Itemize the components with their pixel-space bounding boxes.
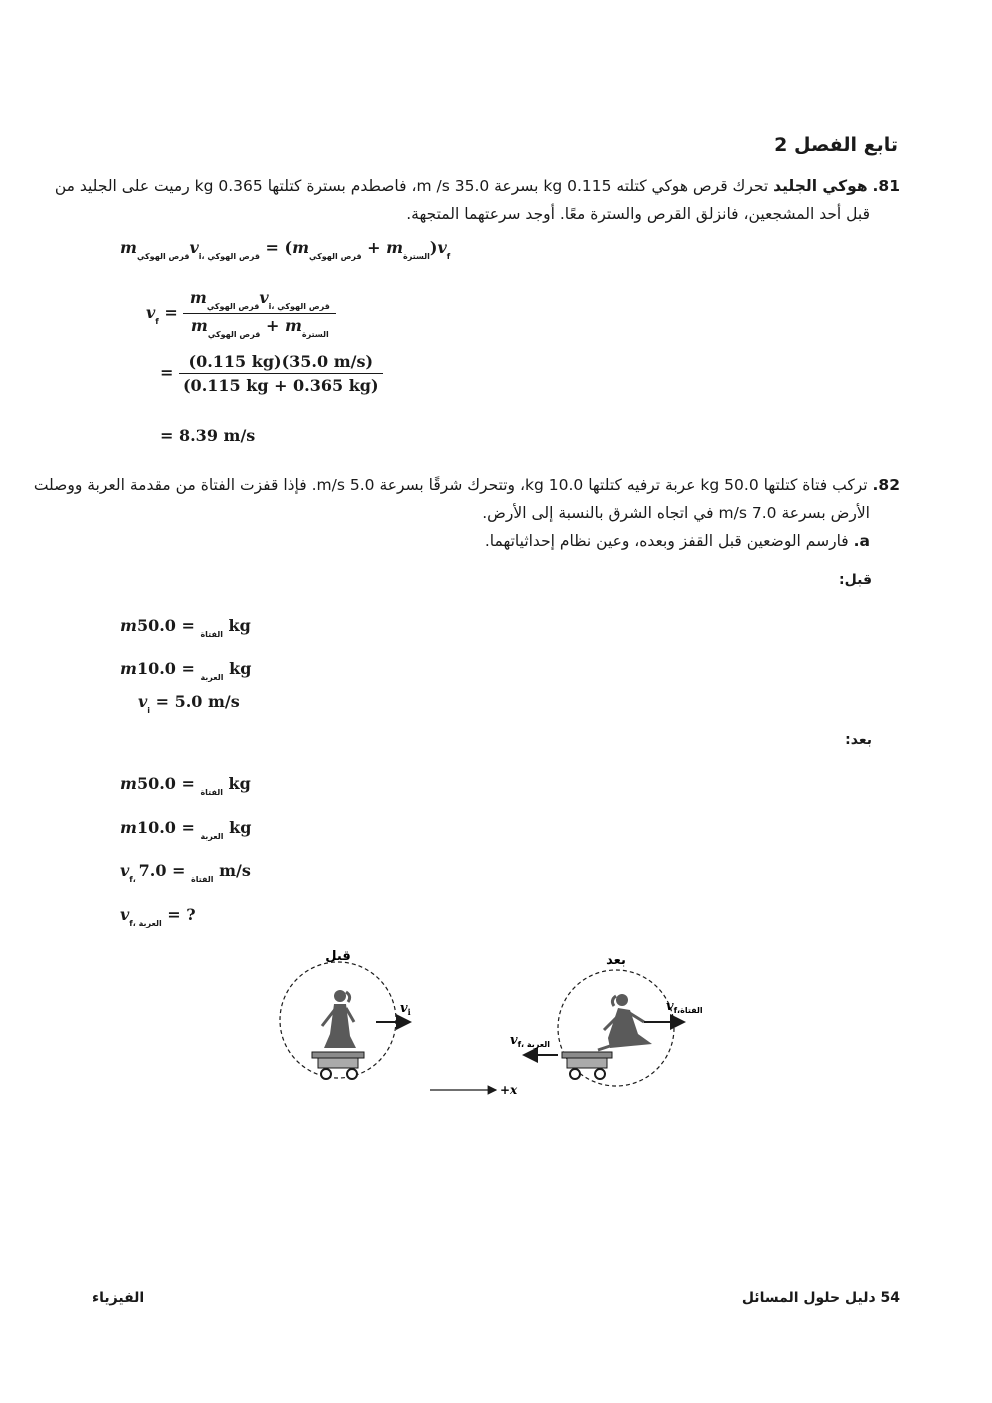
sym-m: m bbox=[190, 316, 208, 335]
vf-girl-label: $v_{f،الفتاة}$ bbox=[666, 999, 703, 1015]
fraction-denominator: (0.115 kg + 0.365 kg) bbox=[182, 376, 379, 395]
vi-label: $v_i$ bbox=[400, 1001, 411, 1017]
equation-vf-symbolic bbox=[146, 288, 336, 339]
problem-82 bbox=[33, 471, 900, 555]
after-label: بعد: bbox=[845, 732, 872, 748]
eq-equals: = bbox=[164, 303, 178, 322]
problem-81 bbox=[54, 172, 900, 228]
footer-page: 54 دليل حلول المسائل bbox=[741, 1290, 900, 1306]
after-vf-girl bbox=[120, 861, 251, 884]
eq-equals: = ( bbox=[259, 238, 293, 257]
equation-result: = 8.39 m/s bbox=[160, 426, 256, 445]
value: = 5.0 m/s bbox=[150, 692, 240, 711]
sym-v: v bbox=[120, 905, 130, 924]
sym-v: v bbox=[437, 238, 447, 257]
sub-cart: العربة bbox=[200, 832, 224, 841]
before-girl-mass bbox=[120, 616, 251, 639]
problem-82-number: 82. bbox=[872, 476, 900, 494]
sub-puck-i: i، قرص الهوكي bbox=[198, 252, 260, 261]
fraction-denominator bbox=[183, 314, 336, 339]
sub-f: f bbox=[446, 252, 451, 261]
eq-plus: + bbox=[260, 316, 285, 335]
after-girl-mass bbox=[120, 774, 251, 797]
sym-m: m bbox=[292, 238, 309, 257]
sym-m: m bbox=[386, 238, 404, 257]
cart-before-icon bbox=[312, 1052, 364, 1079]
sym-m: m bbox=[120, 238, 137, 257]
sym-m: m bbox=[120, 659, 137, 678]
sym-v: v bbox=[146, 303, 156, 322]
before-cart-mass bbox=[120, 659, 251, 682]
problem-82-line2: الأرض بسرعة 7.0 m/s في اتجاه الشرق بالنسبة إلى الأرض. bbox=[482, 504, 870, 522]
sym-v: v bbox=[120, 861, 130, 880]
value: = 50.0 kg bbox=[136, 774, 251, 793]
value: = 10.0 kg bbox=[136, 659, 252, 678]
problem-82-part-a bbox=[80, 527, 900, 555]
sym-m: m bbox=[189, 288, 207, 307]
sub-f-girl: f، الفتاة bbox=[129, 875, 214, 884]
equation-momentum bbox=[120, 238, 450, 261]
problem-81-line1 bbox=[54, 172, 900, 200]
after-vf-cart bbox=[120, 905, 196, 928]
sub-i: i bbox=[147, 706, 151, 715]
eq-equals: = bbox=[160, 363, 174, 382]
footer-subject: الفيزياء bbox=[92, 1290, 145, 1306]
sym-v: v bbox=[189, 238, 199, 257]
problem-81-line2: قبل أحد المشجعين، فانزلق القرص والسترة معًا. أوجد سرعتهما المتجهة. bbox=[406, 205, 870, 223]
fraction-numerator: (0.115 kg)(35.0 m/s) bbox=[179, 352, 383, 374]
problem-82-line1 bbox=[33, 471, 900, 499]
value: = 7.0 m/s bbox=[138, 861, 251, 880]
fraction bbox=[183, 288, 336, 339]
sub-girl: الفتاة bbox=[200, 788, 223, 797]
cart-after-icon bbox=[562, 1052, 612, 1079]
before-after-diagram bbox=[260, 940, 740, 1110]
problem-82-text-1: تركب فتاة كتلتها 50.0 kg عربة ترفيه كتلتها 10.0 kg، وتتحرك شرقًا بسرعة 5.0 m/s. فإذا قفزت الفتاة من مقدمة العربة ووصلت bbox=[33, 476, 873, 494]
sub-puck-i: i، قرص الهوكي bbox=[268, 302, 330, 311]
sub-f-cart: f، العربة bbox=[129, 919, 162, 928]
sym-v: v bbox=[259, 288, 269, 307]
value: = 10.0 kg bbox=[136, 818, 252, 837]
sym-m: m bbox=[120, 616, 137, 635]
sym-m: m bbox=[120, 774, 137, 793]
part-a-label: a. bbox=[853, 532, 870, 550]
value: = 50.0 kg bbox=[136, 616, 251, 635]
eq-plus: + bbox=[361, 238, 387, 257]
sub-puck: قرص الهوكي bbox=[206, 302, 260, 311]
fraction-numerator bbox=[183, 288, 336, 314]
sub-girl: الفتاة bbox=[200, 630, 223, 639]
problem-81-topic: هوكي الجليد bbox=[773, 177, 868, 195]
sub-jacket: السترة bbox=[301, 330, 329, 339]
x-axis-label: +x bbox=[500, 1083, 518, 1097]
diagram-after-label: بعد bbox=[606, 953, 626, 968]
sym-m: m bbox=[284, 316, 302, 335]
girl-standing-icon bbox=[322, 990, 356, 1048]
sub-puck: قرص الهوكي bbox=[309, 252, 362, 261]
sub-puck: قرص الهوكي bbox=[136, 252, 190, 261]
sub-puck: قرص الهوكي bbox=[207, 330, 261, 339]
equation-vf-numeric bbox=[160, 352, 383, 395]
chapter-heading: تابع الفصل 2 bbox=[774, 134, 898, 156]
girl-jumping-icon bbox=[598, 994, 652, 1050]
sym-v: v bbox=[138, 692, 148, 711]
before-vi bbox=[138, 692, 240, 715]
after-cart-mass bbox=[120, 818, 251, 841]
diagram-before-label: قبل bbox=[325, 949, 351, 964]
sub-cart: العربة bbox=[200, 673, 224, 682]
sub-jacket: السترة bbox=[403, 252, 430, 261]
value: = ? bbox=[161, 905, 196, 924]
vf-cart-label: $v_{f، العربة}$ bbox=[510, 1033, 550, 1049]
problem-81-number: 81. bbox=[872, 177, 900, 195]
sym-m: m bbox=[120, 818, 137, 837]
before-label: قبل: bbox=[839, 572, 872, 588]
problem-81-text-1: تحرك قرص هوكي كتلته 0.115 kg بسرعة 35.0 m /s، فاصطدم بسترة كتلتها 0.365 kg رميت على الجليد من bbox=[54, 177, 774, 195]
sub-f: f bbox=[155, 317, 159, 326]
eq-close: ) bbox=[429, 238, 438, 257]
part-a-text: فارسم الوضعين قبل القفز وبعده، وعين نظام إحداثياتهما. bbox=[484, 532, 854, 550]
fraction bbox=[179, 352, 383, 395]
